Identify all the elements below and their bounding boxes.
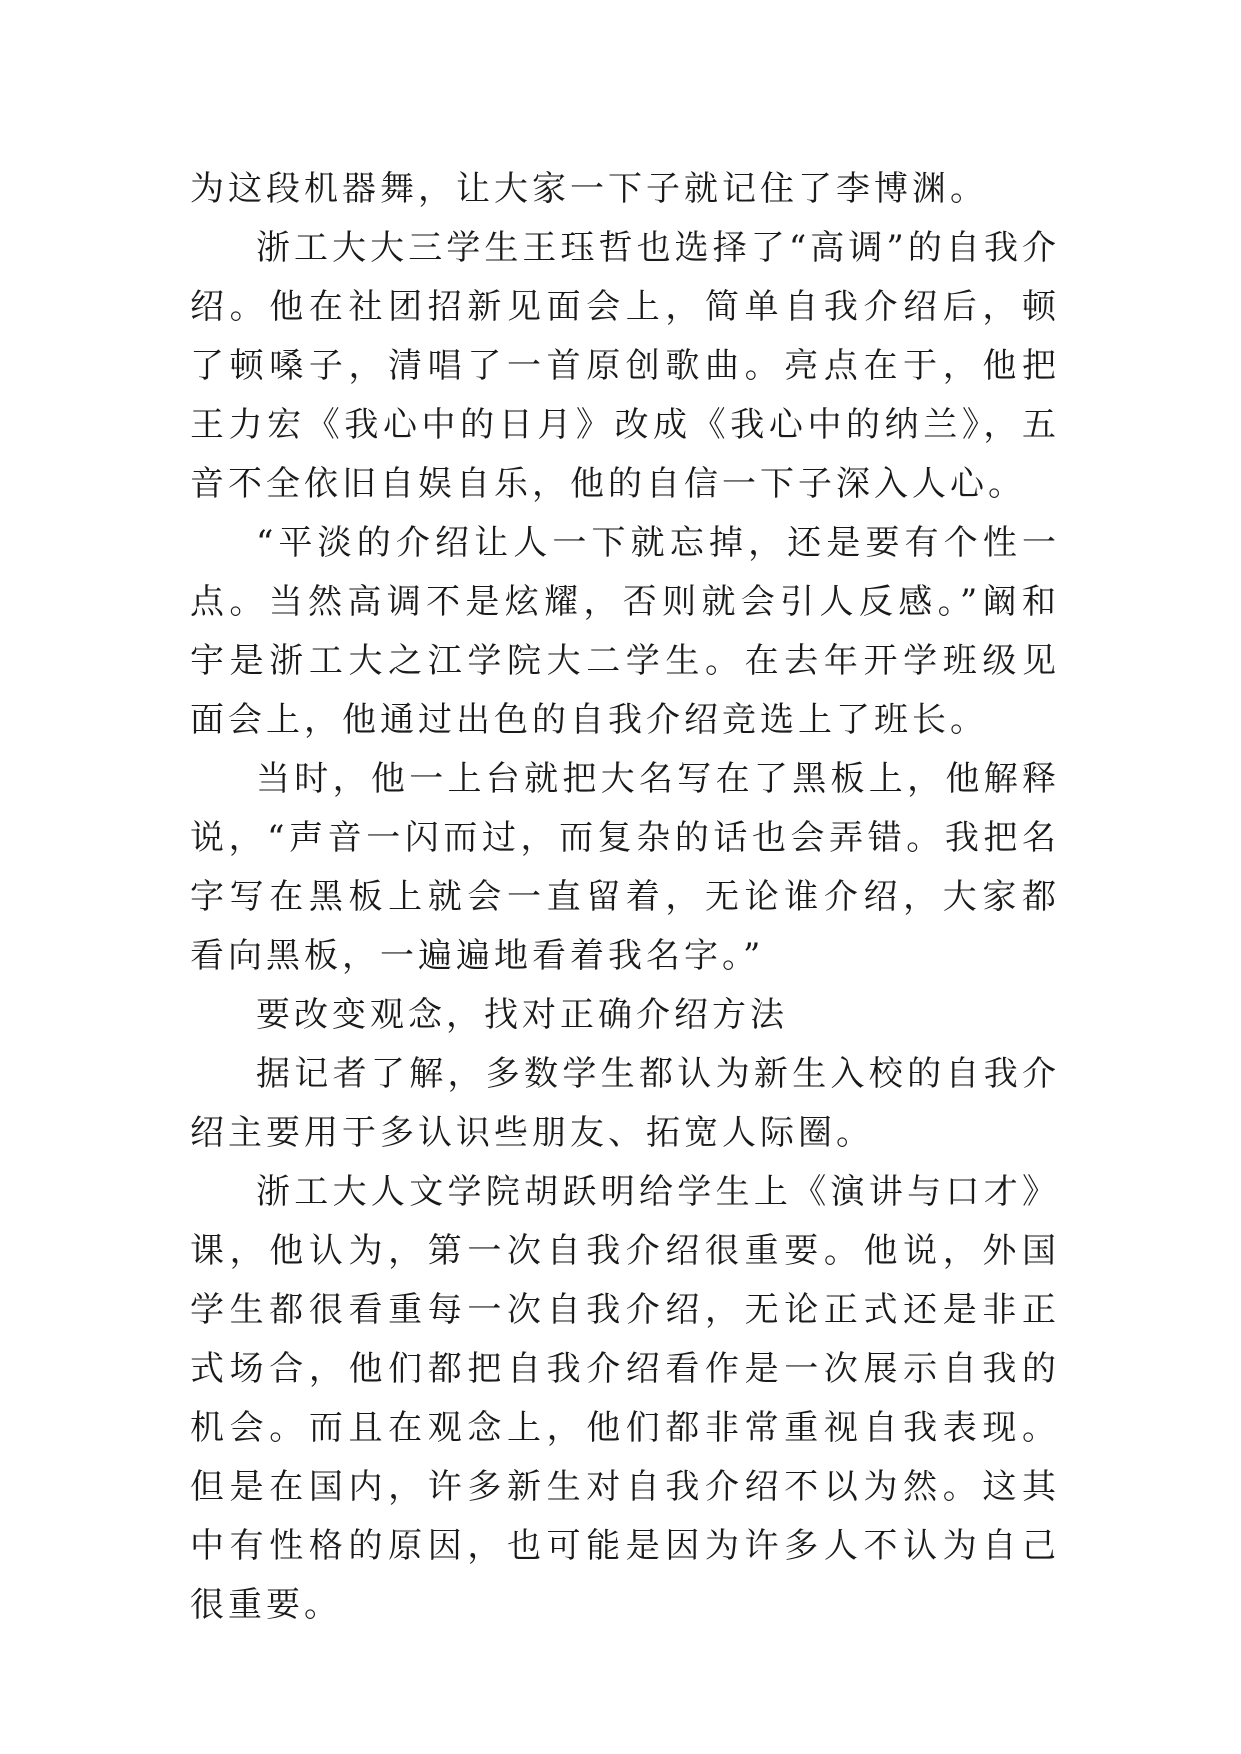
paragraph-hu-yueming: 浙工大人文学院胡跃明给学生上《演讲与口才》课，他认为，第一次自我介绍很重要。他说，外国学生都很看重每一次自我介绍，无论正式还是非正式场合，他们都把自我介绍看作是一次展示自我的机会。而且在观念上，他们都非常重视自我表现。但是在国内，许多新生对自我介绍不以为然。这其中有性格的原因，也可能是因为许多人不认为自己很重要。 [190, 1172, 1060, 1625]
paragraph-blackboard: 当时，他一上台就把大名写在了黑板上，他解释说，“声音一闪而过，而复杂的话也会弄错。我把名字写在黑板上就会一直留着，无论谁介绍，大家都看向黑板，一遍遍地看着我名字。” [190, 759, 1060, 976]
section-heading: 要改变观念，找对正确介绍方法 [256, 995, 788, 1035]
paragraph-kan-heyu: “平淡的介绍让人一下就忘掉，还是要有个性一点。当然高调不是炫耀，否则就会引人反感。”阚和宇是浙工大之江学院大二学生。在去年开学班级见面会上，他通过出色的自我介绍竞选上了班长。 [190, 523, 1060, 740]
paragraph-continuation: 为这段机器舞，让大家一下子就记住了李博渊。 [190, 169, 988, 209]
paragraph-wang-yuzhe: 浙工大大三学生王珏哲也选择了“高调”的自我介绍。他在社团招新见面会上，简单自我介绍后，顿了顿嗓子，清唱了一首原创歌曲。亮点在于，他把王力宏《我心中的日月》改成《我心中的纳兰》，五音不全依旧自娱自乐，他的自信一下子深入人心。 [190, 228, 1060, 504]
article-body [190, 160, 1060, 1635]
paragraph-reporter-findings: 据记者了解，多数学生都认为新生入校的自我介绍主要用于多认识些朋友、拓宽人际圈。 [190, 1054, 1060, 1153]
